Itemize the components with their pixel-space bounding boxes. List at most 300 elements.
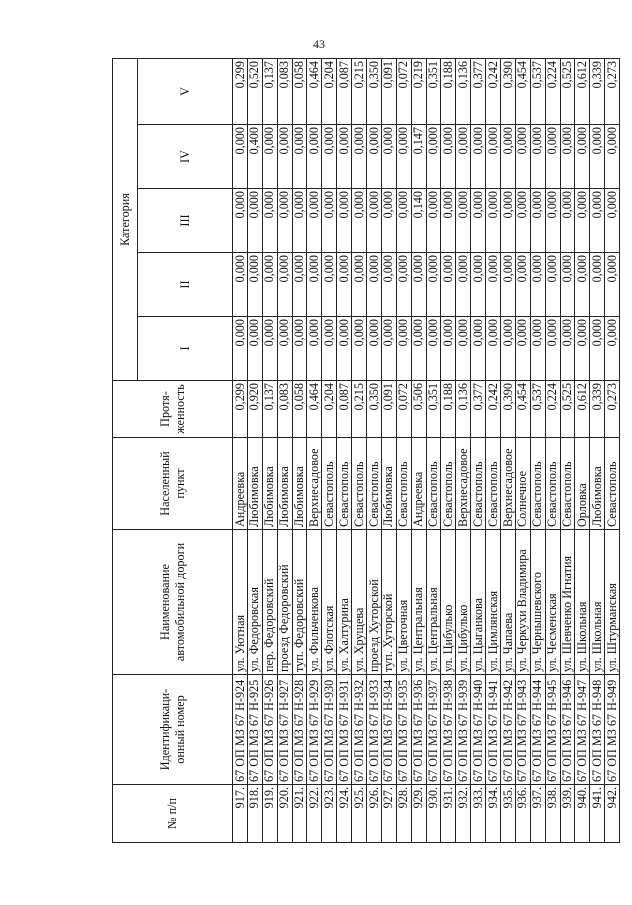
cell-road-name: ул. Уютная: [233, 530, 248, 675]
cell-locality: Севастополь: [560, 438, 575, 530]
cell-cat-iv: 0,000: [486, 125, 501, 189]
cell-length: 0,058: [292, 381, 307, 438]
cell-length: 0,072: [396, 381, 411, 438]
cell-cat-i: 0,000: [560, 317, 575, 381]
cell-locality: Севастополь: [396, 438, 411, 530]
cell-cat-v: 0,390: [501, 59, 516, 125]
cell-index: 928.: [396, 785, 411, 843]
cell-cat-i: 0,000: [307, 317, 322, 381]
cell-cat-iv: 0,000: [575, 125, 590, 189]
cell-id: 67 ОП МЗ 67 Н-943: [515, 675, 530, 785]
cell-locality: Любимовка: [381, 438, 396, 530]
cell-index: 935.: [501, 785, 516, 843]
cell-cat-iii: 0,000: [605, 189, 620, 253]
cell-cat-ii: 0,000: [501, 253, 516, 317]
cell-road-name: туп. Федоровский: [292, 530, 307, 675]
cell-length: 0,083: [277, 381, 292, 438]
cell-cat-v: 0,219: [411, 59, 426, 125]
cell-cat-iv: 0,000: [381, 125, 396, 189]
header-category-v: V: [138, 59, 233, 125]
cell-locality: Севастополь: [605, 438, 620, 530]
cell-length: 0,204: [322, 381, 337, 438]
header-id: Идентификаци-онный номер: [113, 675, 233, 785]
cell-cat-iii: 0,000: [277, 189, 292, 253]
cell-cat-i: 0,000: [486, 317, 501, 381]
cell-cat-v: 0,224: [545, 59, 560, 125]
roads-table: [112, 58, 620, 843]
cell-cat-iv: 0,000: [426, 125, 441, 189]
cell-cat-ii: 0,000: [515, 253, 530, 317]
cell-id: 67 ОП МЗ 67 Н-927: [277, 675, 292, 785]
cell-cat-v: 0,377: [471, 59, 486, 125]
cell-index: 923.: [322, 785, 337, 843]
cell-road-name: проезд Хуторской: [367, 530, 382, 675]
cell-cat-ii: 0,000: [322, 253, 337, 317]
cell-cat-iii: 0,000: [247, 189, 262, 253]
cell-road-name: ул. Чернышевского: [530, 530, 545, 675]
cell-cat-i: 0,000: [292, 317, 307, 381]
cell-length: 0,920: [247, 381, 262, 438]
table-row: [247, 59, 262, 843]
cell-id: 67 ОП МЗ 67 Н-935: [396, 675, 411, 785]
cell-cat-i: 0,000: [590, 317, 605, 381]
table-row: [590, 59, 605, 843]
cell-length: 0,525: [560, 381, 575, 438]
cell-locality: Любимовка: [262, 438, 277, 530]
cell-cat-iv: 0,000: [441, 125, 456, 189]
cell-cat-iii: 0,000: [515, 189, 530, 253]
cell-cat-ii: 0,000: [456, 253, 471, 317]
table-row: [456, 59, 471, 843]
cell-id: 67 ОП МЗ 67 Н-948: [590, 675, 605, 785]
cell-cat-v: 0,351: [426, 59, 441, 125]
cell-index: 919.: [262, 785, 277, 843]
cell-index: 941.: [590, 785, 605, 843]
cell-cat-iv: 0,147: [411, 125, 426, 189]
cell-locality: Севастополь: [530, 438, 545, 530]
table-row: [277, 59, 292, 843]
cell-road-name: ул. Штурманская: [605, 530, 620, 675]
cell-road-name: ул. Чапаева: [501, 530, 516, 675]
table-row: [441, 59, 456, 843]
cell-locality: Севастополь: [545, 438, 560, 530]
table-row: [411, 59, 426, 843]
header-category-ii: II: [138, 253, 233, 317]
cell-cat-i: 0,000: [456, 317, 471, 381]
cell-index: 922.: [307, 785, 322, 843]
cell-cat-i: 0,000: [471, 317, 486, 381]
cell-road-name: ул. Чесменская: [545, 530, 560, 675]
cell-cat-i: 0,000: [337, 317, 352, 381]
cell-cat-i: 0,000: [322, 317, 337, 381]
cell-length: 0,188: [441, 381, 456, 438]
cell-cat-i: 0,000: [233, 317, 248, 381]
cell-cat-iii: 0,000: [337, 189, 352, 253]
cell-cat-iv: 0,000: [515, 125, 530, 189]
cell-cat-i: 0,000: [247, 317, 262, 381]
cell-cat-v: 0,072: [396, 59, 411, 125]
table-row: [381, 59, 396, 843]
cell-length: 0,464: [307, 381, 322, 438]
cell-cat-iii: 0,000: [352, 189, 367, 253]
cell-road-name: ул. Федоровская: [247, 530, 262, 675]
cell-length: 0,377: [471, 381, 486, 438]
cell-id: 67 ОП МЗ 67 Н-931: [337, 675, 352, 785]
table-row: [307, 59, 322, 843]
cell-cat-v: 0,339: [590, 59, 605, 125]
table-row: [575, 59, 590, 843]
cell-cat-i: 0,000: [426, 317, 441, 381]
cell-cat-v: 0,537: [530, 59, 545, 125]
cell-length: 0,612: [575, 381, 590, 438]
cell-road-name: ул. Флотская: [322, 530, 337, 675]
cell-cat-ii: 0,000: [247, 253, 262, 317]
cell-locality: Орловка: [575, 438, 590, 530]
cell-index: 940.: [575, 785, 590, 843]
cell-road-name: ул. Школьная: [590, 530, 605, 675]
cell-cat-iii: 0,000: [396, 189, 411, 253]
cell-cat-iii: 0,000: [471, 189, 486, 253]
cell-locality: Андреевка: [411, 438, 426, 530]
cell-cat-iii: 0,000: [545, 189, 560, 253]
cell-cat-iv: 0,000: [277, 125, 292, 189]
table-row: [367, 59, 382, 843]
cell-cat-ii: 0,000: [426, 253, 441, 317]
cell-id: 67 ОП МЗ 67 Н-947: [575, 675, 590, 785]
cell-road-name: ул. Хрущева: [352, 530, 367, 675]
cell-cat-iv: 0,000: [307, 125, 322, 189]
table-row: [471, 59, 486, 843]
cell-locality: Любимовка: [247, 438, 262, 530]
page-number: 43: [313, 37, 325, 51]
cell-cat-i: 0,000: [441, 317, 456, 381]
cell-length: 0,224: [545, 381, 560, 438]
cell-road-name: ул. Цибулько: [456, 530, 471, 675]
cell-id: 67 ОП МЗ 67 Н-946: [560, 675, 575, 785]
cell-id: 67 ОП МЗ 67 Н-941: [486, 675, 501, 785]
header-category-iv: IV: [138, 125, 233, 189]
cell-index: 926.: [367, 785, 382, 843]
cell-cat-v: 0,091: [381, 59, 396, 125]
table-row: [560, 59, 575, 843]
cell-index: 936.: [515, 785, 530, 843]
cell-id: 67 ОП МЗ 67 Н-933: [367, 675, 382, 785]
table-row: [262, 59, 277, 843]
cell-cat-i: 0,000: [396, 317, 411, 381]
cell-cat-i: 0,000: [411, 317, 426, 381]
cell-cat-iii: 0,140: [411, 189, 426, 253]
cell-cat-iii: 0,000: [530, 189, 545, 253]
cell-cat-i: 0,000: [575, 317, 590, 381]
cell-road-name: ул. Центральная: [426, 530, 441, 675]
rotated-table-frame: [112, 59, 619, 843]
cell-length: 0,087: [337, 381, 352, 438]
cell-cat-iv: 0,000: [501, 125, 516, 189]
cell-index: 931.: [441, 785, 456, 843]
cell-cat-iii: 0,000: [233, 189, 248, 253]
cell-cat-iv: 0,000: [337, 125, 352, 189]
table-row: [322, 59, 337, 843]
cell-index: 930.: [426, 785, 441, 843]
header-locality: Населенный пункт: [113, 438, 233, 530]
cell-cat-iii: 0,000: [486, 189, 501, 253]
cell-length: 0,506: [411, 381, 426, 438]
cell-cat-iii: 0,000: [590, 189, 605, 253]
cell-length: 0,339: [590, 381, 605, 438]
cell-cat-v: 0,137: [262, 59, 277, 125]
cell-id: 67 ОП МЗ 67 Н-936: [411, 675, 426, 785]
cell-cat-ii: 0,000: [441, 253, 456, 317]
cell-road-name: ул. Черкухи Владимира: [515, 530, 530, 675]
cell-cat-iv: 0,000: [605, 125, 620, 189]
cell-index: 932.: [456, 785, 471, 843]
cell-cat-v: 0,204: [322, 59, 337, 125]
cell-cat-i: 0,000: [262, 317, 277, 381]
cell-cat-iv: 0,000: [471, 125, 486, 189]
cell-cat-v: 0,299: [233, 59, 248, 125]
cell-index: 927.: [381, 785, 396, 843]
cell-length: 0,242: [486, 381, 501, 438]
cell-cat-iii: 0,000: [441, 189, 456, 253]
cell-locality: Севастополь: [426, 438, 441, 530]
cell-locality: Севастополь: [367, 438, 382, 530]
cell-id: 67 ОП МЗ 67 Н-942: [501, 675, 516, 785]
cell-length: 0,390: [501, 381, 516, 438]
cell-cat-ii: 0,000: [337, 253, 352, 317]
cell-id: 67 ОП МЗ 67 Н-925: [247, 675, 262, 785]
cell-cat-v: 0,242: [486, 59, 501, 125]
table-row: [545, 59, 560, 843]
cell-cat-v: 0,525: [560, 59, 575, 125]
cell-index: 920.: [277, 785, 292, 843]
cell-length: 0,454: [515, 381, 530, 438]
cell-locality: Севастополь: [352, 438, 367, 530]
cell-road-name: ул. Цимлянская: [486, 530, 501, 675]
cell-road-name: пер. Федоровский: [262, 530, 277, 675]
cell-cat-i: 0,000: [352, 317, 367, 381]
header-category: Категория: [113, 59, 138, 381]
cell-cat-iv: 0,000: [530, 125, 545, 189]
header-road-name: Наименование автомобильной дороги: [113, 530, 233, 675]
cell-cat-v: 0,520: [247, 59, 262, 125]
cell-length: 0,215: [352, 381, 367, 438]
cell-cat-i: 0,000: [501, 317, 516, 381]
cell-cat-v: 0,058: [292, 59, 307, 125]
cell-cat-iv: 0,000: [262, 125, 277, 189]
cell-cat-v: 0,612: [575, 59, 590, 125]
cell-locality: Севастополь: [322, 438, 337, 530]
cell-cat-v: 0,350: [367, 59, 382, 125]
cell-cat-iii: 0,000: [560, 189, 575, 253]
cell-locality: Андреевка: [233, 438, 248, 530]
cell-cat-i: 0,000: [277, 317, 292, 381]
cell-id: 67 ОП МЗ 67 Н-949: [605, 675, 620, 785]
cell-cat-v: 0,215: [352, 59, 367, 125]
cell-index: 929.: [411, 785, 426, 843]
table-row: [233, 59, 248, 843]
cell-locality: Севастополь: [471, 438, 486, 530]
cell-cat-iii: 0,000: [426, 189, 441, 253]
cell-length: 0,136: [456, 381, 471, 438]
table-row: [486, 59, 501, 843]
cell-road-name: ул. Халтурина: [337, 530, 352, 675]
cell-length: 0,137: [262, 381, 277, 438]
cell-cat-iv: 0,400: [247, 125, 262, 189]
cell-cat-ii: 0,000: [277, 253, 292, 317]
cell-cat-ii: 0,000: [292, 253, 307, 317]
cell-cat-ii: 0,000: [352, 253, 367, 317]
cell-cat-iii: 0,000: [456, 189, 471, 253]
cell-cat-ii: 0,000: [307, 253, 322, 317]
cell-index: 942.: [605, 785, 620, 843]
table-row: [515, 59, 530, 843]
cell-id: 67 ОП МЗ 67 Н-937: [426, 675, 441, 785]
cell-cat-ii: 0,000: [381, 253, 396, 317]
cell-locality: Севастополь: [441, 438, 456, 530]
cell-cat-ii: 0,000: [411, 253, 426, 317]
cell-locality: Севастополь: [486, 438, 501, 530]
header-length: Протя-женность: [113, 381, 233, 438]
table-row: [337, 59, 352, 843]
table-row: [292, 59, 307, 843]
cell-cat-iv: 0,000: [292, 125, 307, 189]
cell-cat-iv: 0,000: [352, 125, 367, 189]
cell-cat-ii: 0,000: [575, 253, 590, 317]
cell-index: 938.: [545, 785, 560, 843]
cell-index: 937.: [530, 785, 545, 843]
cell-cat-iv: 0,000: [367, 125, 382, 189]
cell-cat-iv: 0,000: [560, 125, 575, 189]
cell-index: 918.: [247, 785, 262, 843]
cell-road-name: проезд Федоровский: [277, 530, 292, 675]
cell-locality: Севастополь: [337, 438, 352, 530]
cell-length: 0,273: [605, 381, 620, 438]
cell-road-name: ул. Шевченко Игнатия: [560, 530, 575, 675]
cell-cat-iii: 0,000: [307, 189, 322, 253]
cell-cat-ii: 0,000: [396, 253, 411, 317]
cell-cat-ii: 0,000: [486, 253, 501, 317]
cell-cat-i: 0,000: [545, 317, 560, 381]
cell-cat-iv: 0,000: [456, 125, 471, 189]
cell-length: 0,091: [381, 381, 396, 438]
cell-cat-v: 0,083: [277, 59, 292, 125]
table-row: [396, 59, 411, 843]
cell-locality: Верхнесадовое: [307, 438, 322, 530]
cell-index: 924.: [337, 785, 352, 843]
cell-cat-ii: 0,000: [233, 253, 248, 317]
cell-road-name: туп. Хуторской: [381, 530, 396, 675]
cell-road-name: ул. Цибулько: [441, 530, 456, 675]
cell-id: 67 ОП МЗ 67 Н-924: [233, 675, 248, 785]
cell-road-name: ул. Школьная: [575, 530, 590, 675]
cell-cat-v: 0,087: [337, 59, 352, 125]
cell-cat-iii: 0,000: [262, 189, 277, 253]
cell-cat-ii: 0,000: [471, 253, 486, 317]
cell-road-name: ул. Фильченкова: [307, 530, 322, 675]
cell-locality: Любимовка: [292, 438, 307, 530]
table-row: [530, 59, 545, 843]
cell-id: 67 ОП МЗ 67 Н-944: [530, 675, 545, 785]
cell-cat-ii: 0,000: [560, 253, 575, 317]
cell-cat-ii: 0,000: [590, 253, 605, 317]
roads-table-container: [112, 59, 619, 843]
cell-id: 67 ОП МЗ 67 Н-939: [456, 675, 471, 785]
cell-road-name: ул. Цветочная: [396, 530, 411, 675]
cell-id: 67 ОП МЗ 67 Н-945: [545, 675, 560, 785]
cell-id: 67 ОП МЗ 67 Н-929: [307, 675, 322, 785]
cell-cat-iii: 0,000: [367, 189, 382, 253]
cell-index: 934.: [486, 785, 501, 843]
cell-cat-iv: 0,000: [396, 125, 411, 189]
cell-road-name: ул. Цыганкова: [471, 530, 486, 675]
cell-id: 67 ОП МЗ 67 Н-940: [471, 675, 486, 785]
cell-cat-i: 0,000: [515, 317, 530, 381]
cell-cat-iv: 0,000: [545, 125, 560, 189]
table-row: [352, 59, 367, 843]
cell-id: 67 ОП МЗ 67 Н-930: [322, 675, 337, 785]
cell-cat-i: 0,000: [367, 317, 382, 381]
table-row: [605, 59, 620, 843]
table-row: [501, 59, 516, 843]
cell-cat-i: 0,000: [381, 317, 396, 381]
cell-cat-iii: 0,000: [381, 189, 396, 253]
cell-locality: Верхнесадовое: [501, 438, 516, 530]
cell-length: 0,350: [367, 381, 382, 438]
header-category-i: I: [138, 317, 233, 381]
cell-cat-iv: 0,000: [322, 125, 337, 189]
cell-length: 0,299: [233, 381, 248, 438]
cell-length: 0,351: [426, 381, 441, 438]
cell-locality: Любимовка: [277, 438, 292, 530]
cell-cat-i: 0,000: [605, 317, 620, 381]
cell-id: 67 ОП МЗ 67 Н-938: [441, 675, 456, 785]
cell-cat-ii: 0,000: [605, 253, 620, 317]
cell-id: 67 ОП МЗ 67 Н-926: [262, 675, 277, 785]
cell-cat-iv: 0,000: [590, 125, 605, 189]
cell-index: 939.: [560, 785, 575, 843]
cell-cat-ii: 0,000: [530, 253, 545, 317]
cell-cat-v: 0,273: [605, 59, 620, 125]
cell-index: 925.: [352, 785, 367, 843]
cell-cat-iii: 0,000: [575, 189, 590, 253]
header-category-iii: III: [138, 189, 233, 253]
cell-cat-iii: 0,000: [501, 189, 516, 253]
cell-road-name: ул. Центральная: [411, 530, 426, 675]
header-index: № п/п: [113, 785, 233, 843]
cell-cat-ii: 0,000: [367, 253, 382, 317]
cell-cat-v: 0,136: [456, 59, 471, 125]
cell-cat-ii: 0,000: [545, 253, 560, 317]
cell-index: 917.: [233, 785, 248, 843]
cell-locality: Солнечное: [515, 438, 530, 530]
table-body: [233, 59, 620, 843]
cell-cat-iii: 0,000: [322, 189, 337, 253]
cell-index: 933.: [471, 785, 486, 843]
cell-cat-ii: 0,000: [262, 253, 277, 317]
cell-id: 67 ОП МЗ 67 Н-934: [381, 675, 396, 785]
cell-length: 0,537: [530, 381, 545, 438]
cell-cat-v: 0,464: [307, 59, 322, 125]
cell-locality: Любимовка: [590, 438, 605, 530]
cell-cat-iii: 0,000: [292, 189, 307, 253]
table-row: [426, 59, 441, 843]
cell-id: 67 ОП МЗ 67 Н-932: [352, 675, 367, 785]
cell-cat-i: 0,000: [530, 317, 545, 381]
cell-locality: Верхнесадовое: [456, 438, 471, 530]
cell-index: 921.: [292, 785, 307, 843]
cell-cat-iv: 0,000: [233, 125, 248, 189]
cell-id: 67 ОП МЗ 67 Н-928: [292, 675, 307, 785]
